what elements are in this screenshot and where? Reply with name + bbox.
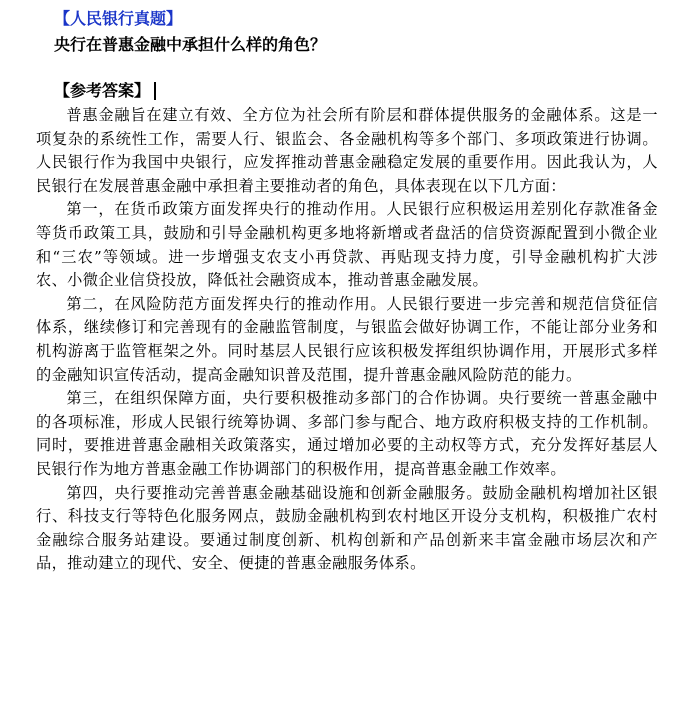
answer-paragraph-4: 第四，央行要推动完善普惠金融基础设施和创新金融服务。鼓励金融机构增加社区银行、科技支行等特色化服务网点，鼓励金融机构到农村地区开设分支机构，积极推广农村金融综合服务站建设。要通过制度创新、机构创新和产品创新来丰富金融市场层次和产品，推动建立的现代、安全、便捷的普惠金融服务体系。 xyxy=(36,483,658,573)
answer-paragraph-3: 第三，在组织保障方面，央行要积极推动多部门的合作协调。央行要统一普惠金融中的各项标准，形成人民银行统筹协调、多部门参与配合、地方政府积极支持的工作机制。同时，要推进普惠金融相关政策落实，通过增加必要的主动权等方式，充分发挥好基层人民银行作为地方普惠金融工作协调部门的积极作用，提高普惠金融工作效率。 xyxy=(36,389,658,478)
answer-paragraph-1: 第一，在货币政策方面发挥央行的推动作用。人民银行应积极运用差别化存款准备金等货币政策工具，鼓励和引导金融机构更多地将新增或者盘活的信贷资源配置到小微企业和“三农”等领域。进一步增强支农支小再贷款、再贴现支持力度，引导金融机构扩大涉农、小微企业信贷投放，降低社会融资成本，推动普惠金融发展。 xyxy=(36,200,658,290)
section-tag: 【人民银行真题】 xyxy=(54,9,183,28)
spacer xyxy=(36,58,658,78)
text-cursor xyxy=(154,82,156,100)
answer-heading: 【参考答案】 xyxy=(54,81,151,100)
answer-body xyxy=(36,104,658,576)
answer-paragraph-2: 第二，在风险防范方面发挥央行的推动作用。人民银行要进一步完善和规范信贷征信体系，继续修订和完善现有的金融监管制度，与银监会做好协调工作，不能让部分业务和机构游离于监管框架之外。同时基层人民银行应该积极发挥组织协调作用，开展形式多样的金融知识宣传活动，提高金融知识普及范围，提升普惠金融风险防范的能力。 xyxy=(36,294,658,384)
answer-paragraph-intro: 普惠金融旨在建立有效、全方位为社会所有阶层和群体提供服务的金融体系。这是一项复杂的系统性工作，需要人行、银监会、各金融机构等多个部门、多项政策进行协调。人民银行作为我国中央银行，应发挥推动普惠金融稳定发展的重要作用。因此我认为，人民银行在发展普惠金融中承担着主要推动者的角色，具体表现在以下几方面： xyxy=(36,106,658,195)
question-title: 央行在普惠金融中承担什么样的角色？ xyxy=(54,35,327,54)
answer-heading-row xyxy=(54,78,658,104)
